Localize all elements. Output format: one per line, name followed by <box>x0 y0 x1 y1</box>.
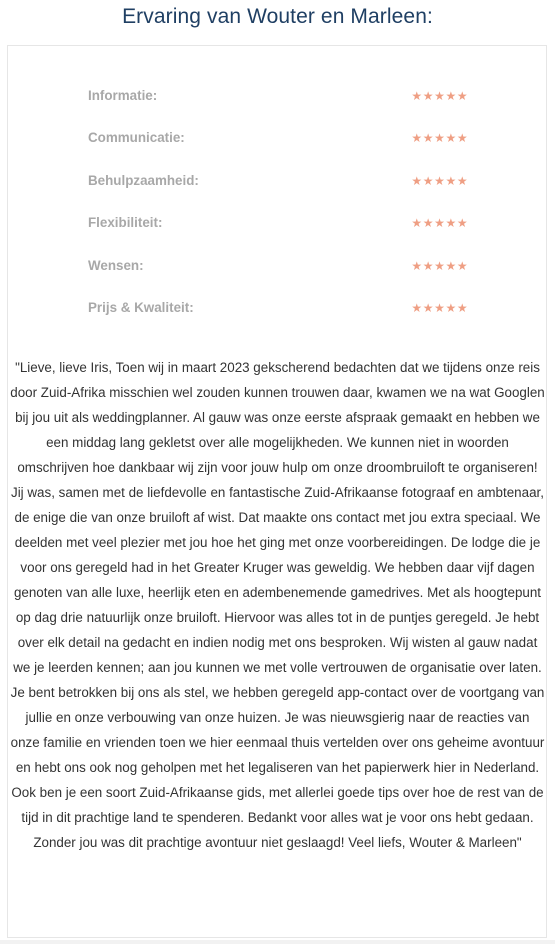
page-title: Ervaring van Wouter en Marleen: <box>122 5 433 28</box>
star-icon: ★ <box>411 258 423 273</box>
rating-stars <box>411 256 468 276</box>
rating-stars <box>411 128 468 148</box>
star-icon: ★ <box>422 89 434 103</box>
star-icon: ★ <box>456 173 468 188</box>
star-icon: ★ <box>445 258 457 273</box>
rating-stars <box>411 86 468 106</box>
star-icon: ★ <box>411 216 423 231</box>
star-icon: ★ <box>434 89 445 103</box>
star-icon: ★ <box>434 173 445 188</box>
star-icon: ★ <box>434 131 445 146</box>
star-icon: ★ <box>445 131 457 146</box>
rating-row <box>88 298 468 340</box>
review-card <box>7 45 547 938</box>
rating-label: Flexibiliteit: <box>88 215 163 231</box>
star-icon: ★ <box>434 258 445 273</box>
star-icon: ★ <box>422 258 434 273</box>
rating-label: Informatie: <box>88 88 158 103</box>
rating-label: Communicatie: <box>88 130 185 146</box>
star-icon: ★ <box>411 89 423 103</box>
star-icon: ★ <box>434 216 445 231</box>
rating-row <box>88 171 468 213</box>
star-icon: ★ <box>422 300 434 315</box>
star-icon: ★ <box>434 300 445 315</box>
star-icon: ★ <box>445 216 457 231</box>
star-icon: ★ <box>456 216 468 231</box>
rating-label: Prijs & Kwaliteit: <box>88 299 194 315</box>
star-icon: ★ <box>411 131 423 146</box>
star-icon: ★ <box>411 173 423 188</box>
star-icon: ★ <box>422 173 434 188</box>
star-icon: ★ <box>456 300 468 315</box>
star-icon: ★ <box>456 131 468 146</box>
star-icon: ★ <box>411 300 423 315</box>
ratings-list <box>88 86 468 340</box>
star-icon: ★ <box>422 216 434 231</box>
star-icon: ★ <box>456 89 468 103</box>
rating-stars <box>411 213 468 233</box>
rating-row <box>88 256 468 298</box>
rating-row <box>88 86 468 128</box>
rating-row <box>88 213 468 255</box>
star-icon: ★ <box>445 173 457 188</box>
rating-row <box>88 128 468 170</box>
rating-stars <box>411 171 468 191</box>
star-icon: ★ <box>445 89 457 103</box>
star-icon: ★ <box>422 131 434 146</box>
star-icon: ★ <box>456 258 468 273</box>
rating-stars <box>411 298 468 318</box>
testimonial-text: "Lieve, lieve Iris, Toen wij in maart 2023 gekscherend bedachten dat we tijdens onze reis door Zuid-Afrika misschien wel zouden kunnen trouwen daar, kwamen we na wat Googlen bij jou uit als weddingplanner. Al gauw was onze eerste afspraak gemaakt en hebben we een middag lang gekletst over alle mogelijkheden. We kunnen niet in woorden omschrijven hoe dankbaar wij zijn voor jouw hulp om onze droombruiloft te organiseren! Jij was, samen met de liefdevolle en fantastische Zuid-Afrikaanse fotograaf en ambtenaar, de enige die van onze bruiloft af wist. Dat maakte ons contact met jou extra speciaal. We deelden met veel plezier met jou hoe het ging met onze voorbereidingen. De lodge die je voor ons geregeld had in het Greater Kruger was geweldig. We hebben daar vijf dagen genoten van alle luxe, heerlijk eten en adembenemende gamedrives. Met als hoogtepunt op dag drie natuurlijk onze bruiloft. Hiervoor was alles tot in de puntjes geregeld. Je hebt over elk detail na gedacht en indien nodig met ons besproken. Wij wisten al gauw nadat we je leerden kennen; aan jou kunnen we met volle vertrouwen de organisatie over laten. Je bent betrokken bij ons als stel, we hebben geregeld app-contact over de voortgang van jullie en onze verbouwing van onze huizen. Je was nieuwsgierig naar de reacties van onze familie en vrienden toen we hier eenmaal thuis vertelden over ons geheime avontuur en hebt ons ook nog geholpen met het legaliseren van het papierwerk hier in Nederland. Ook ben je een soort Zuid-Afrikaanse gids, met allerlei goede tips over hoe de rest van de tijd in dit prachtige land te spenderen. Bedankt voor alles wat je voor ons hebt gedaan. Zonder jou was dit prachtige avontuur niet geslaagd! Veel liefs, Wouter & Marleen" <box>10 360 545 850</box>
star-icon: ★ <box>445 300 457 315</box>
bottom-divider <box>0 940 555 944</box>
rating-label: Behulpzaamheid: <box>88 172 199 188</box>
rating-label: Wensen: <box>88 257 144 273</box>
